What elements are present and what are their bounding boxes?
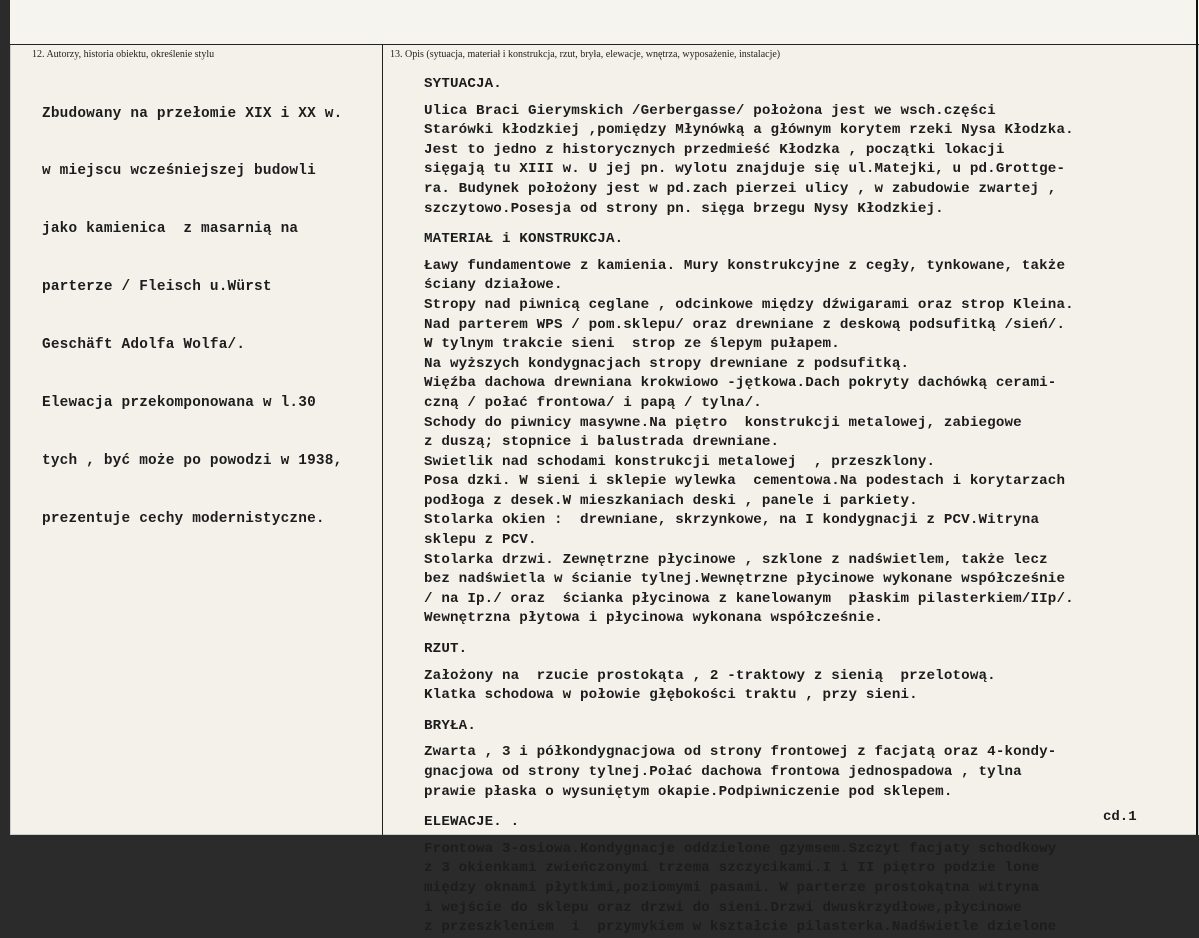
section-heading: RZUT.: [424, 641, 468, 658]
history-line: w miejscu wcześniejszej budowli: [42, 163, 316, 180]
description-line: W tylnym trakcie sieni strop ze ślepym pułapem.: [424, 336, 840, 353]
description-line: między oknami płytkimi,poziomymi pasami. W parterze prostokątna witryna: [424, 879, 1040, 896]
description-text: [424, 72, 1074, 938]
description-line: Na wyższych kondygnacjach stropy drewniane z podsufitką.: [424, 355, 910, 372]
description-line: prawie płaska o wysuniętym okapie.Podpiwniczenie pod sklepem.: [424, 783, 953, 800]
history-line: Zbudowany na przełomie XIX i XX w.: [42, 105, 343, 122]
history-line: Elewacja przekomponowana w l.30: [42, 395, 316, 412]
section-gap: [424, 706, 1074, 714]
section-gap: [424, 219, 1074, 227]
history-line: tych , być może po powodzi w 1938,: [42, 452, 343, 469]
column-divider: [382, 44, 383, 835]
left-column-header: 12. Autorzy, historia obiektu, określenie stylu: [32, 49, 215, 60]
description-line: Ławy fundamentowe z kamienia. Mury konstrukcyjne z cegły, tynkowane, także: [424, 257, 1066, 274]
description-line: Założony na rzucie prostokąta , 2 -traktowy z sienią przelotową.: [424, 667, 996, 684]
description-line: Swietlik nad schodami konstrukcji metalowej , przeszklony.: [424, 453, 936, 470]
right-column-header: 13. Opis (sytuacja, materiał i konstrukcja, rzut, bryła, elewacje, wnętrza, wyposażenie, instalacje): [390, 49, 781, 60]
description-line: Więźba dachowa drewniana krokwiowo -jętkowa.Dach pokryty dachówką cerami-: [424, 375, 1057, 392]
section-heading: MATERIAŁ i KONSTRUKCJA.: [424, 231, 624, 248]
history-line: prezentuje cechy modernistyczne.: [42, 510, 325, 527]
description-line: Stropy nad piwnicą ceglane , odcinkowe między dźwigarami oraz strop Kleina.: [424, 296, 1074, 313]
description-line: czną / połać frontowa/ i papą / tylna/.: [424, 394, 762, 411]
description-line: z duszą; stopnice i balustrada drewniane.: [424, 434, 780, 451]
history-line: parterze / Fleisch u.Würst: [42, 279, 272, 296]
description-line: Jest to jedno z historycznych przedmieść Kłodzka , początki lokacji: [424, 141, 1005, 158]
description-line: ściany działowe.: [424, 277, 563, 294]
document-sheet: [10, 0, 1199, 936]
description-line: Ulica Braci Gierymskich /Gerbergasse/ położona jest we wsch.części: [424, 102, 996, 119]
description-line: podłoga z desek.W mieszkaniach deski , panele i parkiety.: [424, 492, 918, 509]
header-rule: [10, 44, 1199, 45]
description-line: Klatka schodowa w połowie głębokości traktu , przy sieni.: [424, 687, 918, 704]
history-line: jako kamienica z masarnią na: [42, 221, 299, 238]
description-line: Zwarta , 3 i półkondygnacjowa od strony frontowej z facjatą oraz 4-kondy-: [424, 744, 1057, 761]
right-border: [1196, 0, 1198, 835]
continuation-marker: cd.1: [1103, 809, 1137, 825]
description-line: Nad parterem WPS / pom.sklepu/ oraz drewniane z deskową podsufitką /sień/.: [424, 316, 1066, 333]
description-line: Posa dzki. W sieni i sklepie wylewka cementowa.Na podestach i korytarzach: [424, 473, 1066, 490]
description-line: sięgają tu XIII w. U jej pn. wylotu znajduje się ul.Matejki, u pd.Grottge-: [424, 161, 1066, 178]
section-gap: [424, 629, 1074, 637]
description-line: / na Ip./ oraz ścianka płycinowa z kanelowanym płaskim pilasterkiem/IIp/.: [424, 590, 1074, 607]
description-line: Starówki kłodzkiej ,pomiędzy Młynówką a głównym korytem rzeki Nysa Kłodzka.: [424, 122, 1074, 139]
description-line: i wejście do sklepu oraz drzwi do sieni.Drzwi dwuskrzydłowe,płycinowe: [424, 899, 1022, 916]
top-margin: [10, 0, 1199, 44]
history-line: Geschäft Adolfa Wolfa/.: [42, 337, 246, 354]
description-line: Stolarka okien : drewniane, skrzynkowe, na I kondygnacji z PCV.Witryna: [424, 512, 1040, 529]
description-line: sklepu z PCV.: [424, 532, 537, 549]
description-line: Stolarka drzwi. Zewnętrzne płycinowe , szklone z nadświetlem, także lecz: [424, 551, 1048, 568]
description-line: Frontowa 3-osiowa.Kondygnacje oddzielone gzymsem.Szczyt facjaty schodkowy: [424, 840, 1057, 857]
description-line: z przeszkleniem i przymykiem w kształcie pilasterka.Nadświetle dzielone: [424, 919, 1057, 936]
description-line: ra. Budynek położony jest w pd.zach pierzei ulicy , w zabudowie zwartej ,: [424, 180, 1057, 197]
history-text: [42, 66, 342, 568]
description-line: gnacjowa od strony tylnej.Połać dachowa frontowa jednospadowa , tylna: [424, 764, 1022, 780]
section-heading: BRYŁA.: [424, 717, 476, 734]
description-line: Schody do piwnicy masywne.Na piętro konstrukcji metalowej, zabiegowe: [424, 414, 1022, 431]
section-gap: [424, 802, 1074, 810]
description-line: szczytowo.Posesja od strony pn. sięga brzegu Nysy Kłodzkiej.: [424, 200, 944, 217]
section-heading: SYTUACJA.: [424, 76, 502, 92]
description-line: Wewnętrzna płytowa i płycinowa wykonana współcześnie.: [424, 610, 884, 627]
description-line: z 3 okienkami zwieńczonymi trzema szczycikami.I i II piętro podzie lone: [424, 860, 1040, 877]
description-line: bez nadświetla w ścianie tylnej.Wewnętrzne płycinowe wykonane współcześnie: [424, 571, 1066, 588]
section-heading: ELEWACJE. .: [424, 814, 520, 831]
